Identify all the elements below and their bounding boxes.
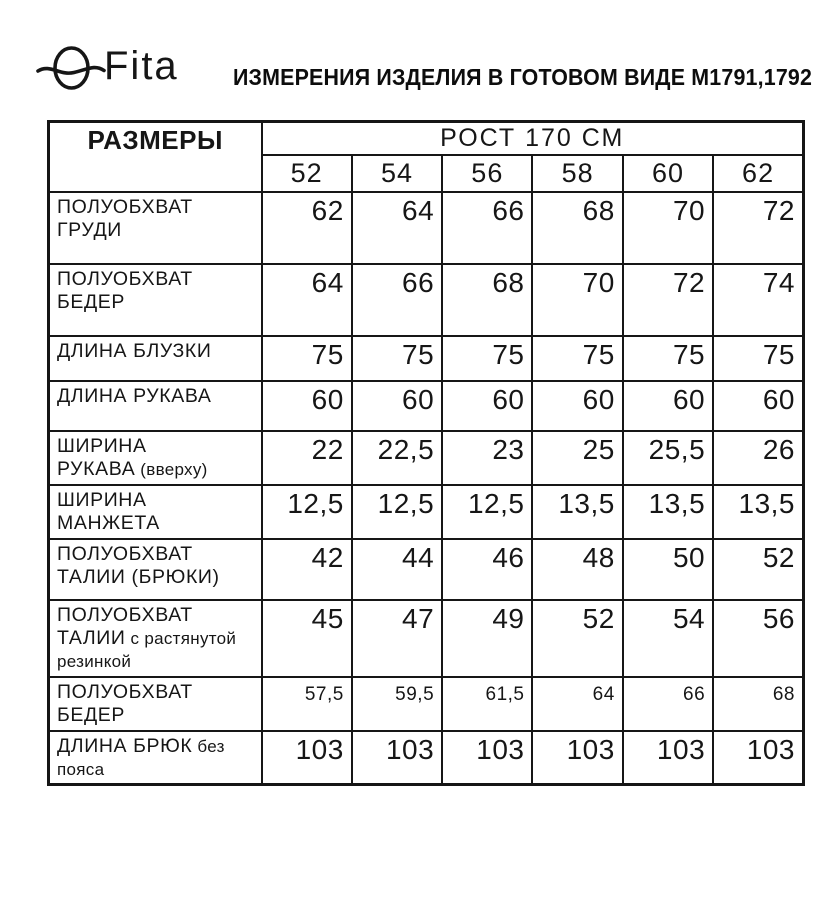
measurement-value: 103 xyxy=(532,731,622,785)
measurement-value: 66 xyxy=(352,264,442,336)
measurement-value: 50 xyxy=(623,539,713,600)
measurement-value: 62 xyxy=(262,192,352,264)
measurement-value: 23 xyxy=(442,431,532,485)
measurement-value: 61,5 xyxy=(442,677,532,731)
table-row-cuff-width xyxy=(49,485,804,539)
measurement-value: 25 xyxy=(532,431,622,485)
size-column-header: 60 xyxy=(623,155,713,192)
table-row-sleeve-length xyxy=(49,381,804,431)
measurement-value: 103 xyxy=(442,731,532,785)
measurement-value: 44 xyxy=(352,539,442,600)
measurement-value: 48 xyxy=(532,539,622,600)
measurement-value: 52 xyxy=(532,600,622,677)
row-label: ПОЛУОБХВАТ БЕДЕР xyxy=(49,677,262,731)
measurement-value: 22 xyxy=(262,431,352,485)
measurement-value: 59,5 xyxy=(352,677,442,731)
measurement-value: 64 xyxy=(532,677,622,731)
measurement-value: 12,5 xyxy=(262,485,352,539)
row-label: ДЛИНА РУКАВА xyxy=(49,381,262,431)
row-label: ДЛИНА БРЮК без пояса xyxy=(49,731,262,785)
row-label: ШИРИНА МАНЖЕТА xyxy=(49,485,262,539)
measurement-value: 75 xyxy=(713,336,803,381)
measurement-value: 46 xyxy=(442,539,532,600)
measurement-value: 64 xyxy=(352,192,442,264)
row-label: ПОЛУОБХВАТ БЕДЕР xyxy=(49,264,262,336)
measurement-value: 75 xyxy=(352,336,442,381)
measurement-value: 60 xyxy=(713,381,803,431)
table-header-row-group xyxy=(49,122,804,156)
measurement-value: 60 xyxy=(623,381,713,431)
measurement-value: 26 xyxy=(713,431,803,485)
measurement-value: 42 xyxy=(262,539,352,600)
measurement-value: 47 xyxy=(352,600,442,677)
row-label: ДЛИНА БЛУЗКИ xyxy=(49,336,262,381)
row-label: ПОЛУОБХВАТ ТАЛИИ (БРЮКИ) xyxy=(49,539,262,600)
table-row-hip-half-girth-trousers xyxy=(49,677,804,731)
size-column-header: 52 xyxy=(262,155,352,192)
measurement-value: 75 xyxy=(262,336,352,381)
measurements-table xyxy=(47,120,805,786)
measurement-value: 75 xyxy=(442,336,532,381)
measurement-value: 68 xyxy=(532,192,622,264)
measurement-value: 75 xyxy=(623,336,713,381)
measurement-value: 49 xyxy=(442,600,532,677)
measurement-value: 103 xyxy=(713,731,803,785)
measurement-value: 22,5 xyxy=(352,431,442,485)
measurement-value: 70 xyxy=(623,192,713,264)
measurement-value: 56 xyxy=(713,600,803,677)
table-row-sleeve-width-top xyxy=(49,431,804,485)
table-row-waist-half-girth-trousers xyxy=(49,539,804,600)
measurement-value: 54 xyxy=(623,600,713,677)
measurement-value: 60 xyxy=(532,381,622,431)
measurement-value: 13,5 xyxy=(713,485,803,539)
brand-ribbon-circle-icon xyxy=(36,44,106,94)
size-column-header: 56 xyxy=(442,155,532,192)
height-group-header: РОСТ 170 СМ xyxy=(262,122,804,156)
measurement-value: 52 xyxy=(713,539,803,600)
measurement-value: 12,5 xyxy=(442,485,532,539)
measurement-value: 12,5 xyxy=(352,485,442,539)
measurement-value: 103 xyxy=(623,731,713,785)
row-label: ШИРИНА РУКАВА (вверху) xyxy=(49,431,262,485)
measurement-value: 75 xyxy=(532,336,622,381)
size-column-header: 54 xyxy=(352,155,442,192)
size-column-header: 62 xyxy=(713,155,803,192)
brand-name: Fita xyxy=(104,44,179,88)
measurement-value: 64 xyxy=(262,264,352,336)
measurement-value: 60 xyxy=(352,381,442,431)
measurement-value: 66 xyxy=(442,192,532,264)
measurement-value: 74 xyxy=(713,264,803,336)
measurement-value: 13,5 xyxy=(532,485,622,539)
corner-header-sizes: РАЗМЕРЫ xyxy=(49,122,262,193)
table-row-waist-half-girth-stretched-elastic xyxy=(49,600,804,677)
measurement-value: 60 xyxy=(442,381,532,431)
measurement-value: 57,5 xyxy=(262,677,352,731)
table-row-trousers-length-no-belt xyxy=(49,731,804,785)
measurement-value: 70 xyxy=(532,264,622,336)
measurement-value: 25,5 xyxy=(623,431,713,485)
table-row-chest-half-girth xyxy=(49,192,804,264)
measurement-value: 66 xyxy=(623,677,713,731)
measurement-value: 72 xyxy=(623,264,713,336)
measurement-value: 13,5 xyxy=(623,485,713,539)
row-label: ПОЛУОБХВАТ ТАЛИИ с растянутой резинкой xyxy=(49,600,262,677)
measurement-value: 68 xyxy=(442,264,532,336)
table-row-blouse-length xyxy=(49,336,804,381)
measurement-value: 60 xyxy=(262,381,352,431)
row-label: ПОЛУОБХВАТ ГРУДИ xyxy=(49,192,262,264)
measurement-value: 72 xyxy=(713,192,803,264)
table-row-hip-half-girth xyxy=(49,264,804,336)
size-column-header: 58 xyxy=(532,155,622,192)
measurement-value: 103 xyxy=(352,731,442,785)
measurement-value: 68 xyxy=(713,677,803,731)
measurement-value: 45 xyxy=(262,600,352,677)
page-title: ИЗМЕРЕНИЯ ИЗДЕЛИЯ В ГОТОВОМ ВИДЕ М1791,1792 xyxy=(233,64,813,90)
measurement-value: 103 xyxy=(262,731,352,785)
